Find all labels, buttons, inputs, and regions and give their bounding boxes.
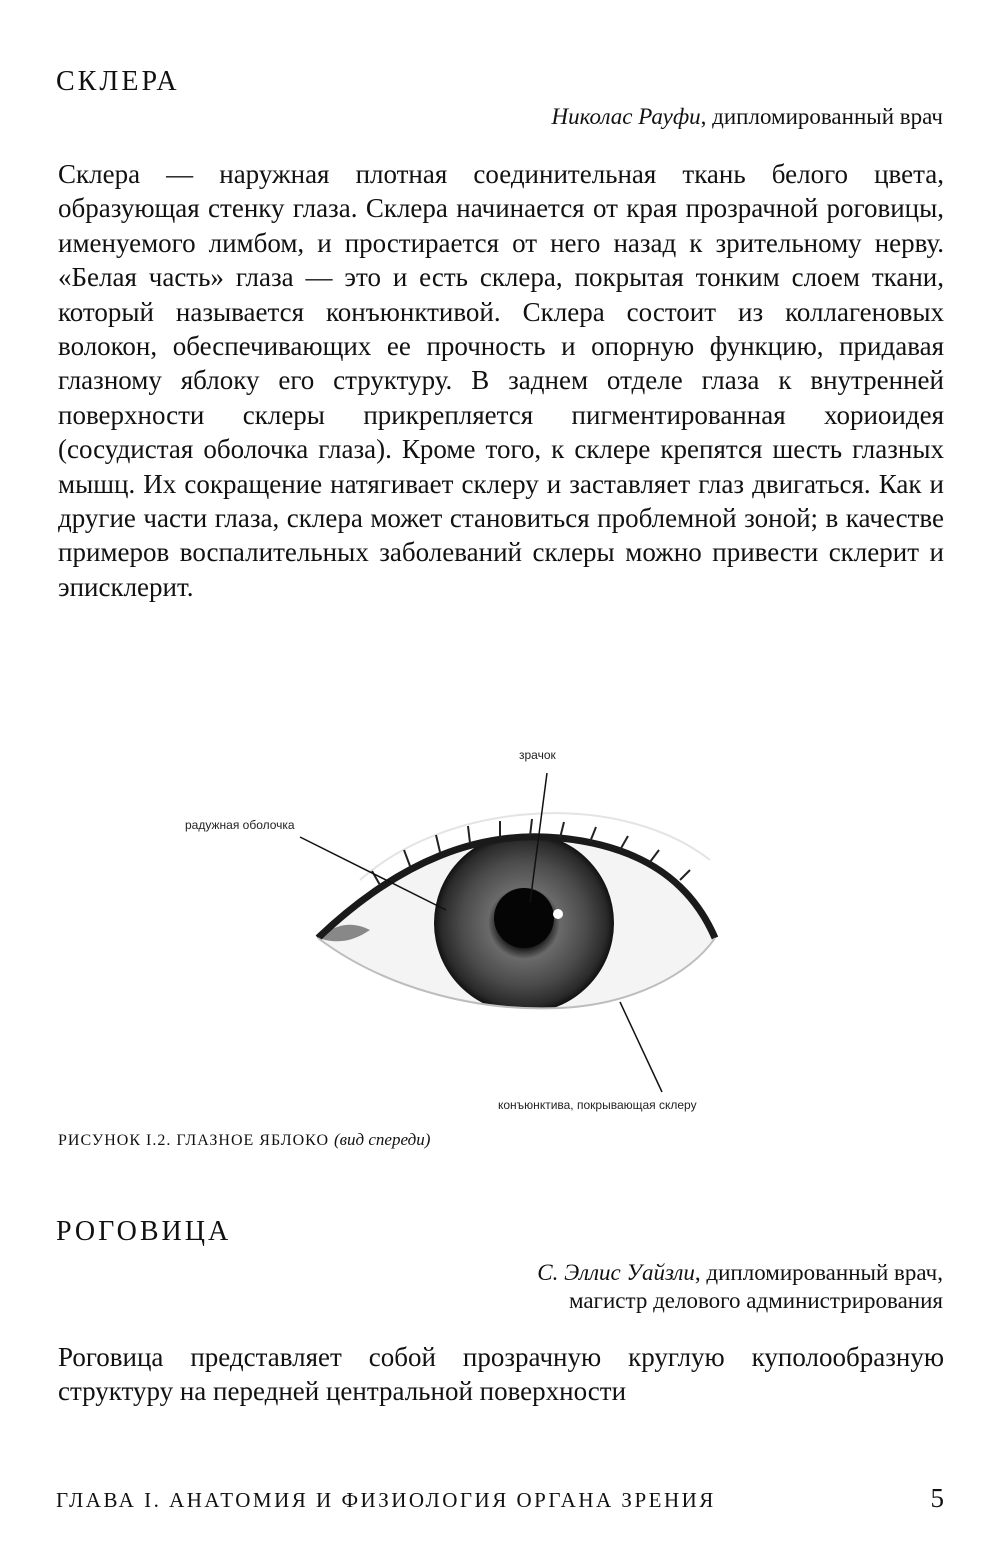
author-line-2: магистр делового администрирования — [568, 1288, 943, 1313]
author-name: С. Эллис Уайзли — [537, 1260, 695, 1285]
label-iris: радужная оболочка — [185, 818, 295, 832]
section-title-sclera: СКЛЕРА — [56, 66, 180, 97]
author-credentials: , дипломированный врач — [700, 104, 943, 129]
catchlight — [553, 909, 563, 919]
caption-text: РИСУНОК I.2. ГЛАЗНОЕ ЯБЛОКО — [58, 1132, 334, 1149]
label-conjunctiva: конъюнктива, покрывающая склеру — [498, 1098, 697, 1112]
caption-italic: (вид спереди) — [334, 1130, 431, 1149]
cornea-paragraph: Роговица представляет собой прозрачную круглую куполообразную структуру на передней центральной поверхности — [58, 1342, 944, 1407]
sclera-paragraph: Склера — наружная плотная соединительная ткань белого цвета, образующая стенку глаза. Склера начинается от края прозрачной роговицы, именуемого лимбом, и простирается от него назад к зрительному нерву. «Белая часть» глаза — это и есть склера, покрытая тонким слоем ткани, который называется конъюнктивой. Склера состоит из коллагеновых волокон, обеспечивающих ее прочность и опорную функцию, придавая глазному яблоку его структуру. В заднем отделе глаза к внутренней поверхности склеры прикрепляется пигментированная хориоидея (сосудистая оболочка глаза). Кроме того, к склере крепятся шесть глазных мышц. Их сокращение натягивает склеру и заставляет глаз двигаться. Как и другие части глаза, склера может становиться проблемной зоной; в качестве примеров воспалительных заболеваний склеры можно привести склерит и эписклерит. — [58, 159, 944, 602]
author-name: Николас Рауфи — [551, 104, 701, 129]
figure-caption — [58, 1130, 430, 1150]
running-head: ГЛАВА I. АНАТОМИЯ И ФИЗИОЛОГИЯ ОРГАНА ЗРЕНИЯ — [56, 1488, 716, 1512]
section-title-cornea: РОГОВИЦА — [56, 1216, 232, 1247]
author-cornea — [537, 1259, 943, 1315]
page-number: 5 — [930, 1483, 944, 1513]
conjunctiva-leader — [620, 1002, 662, 1092]
pupil-shape — [494, 888, 554, 948]
author-line-1 — [537, 1259, 943, 1287]
author-credentials: , дипломированный врач, — [694, 1260, 943, 1285]
label-pupil: зрачок — [519, 748, 556, 762]
